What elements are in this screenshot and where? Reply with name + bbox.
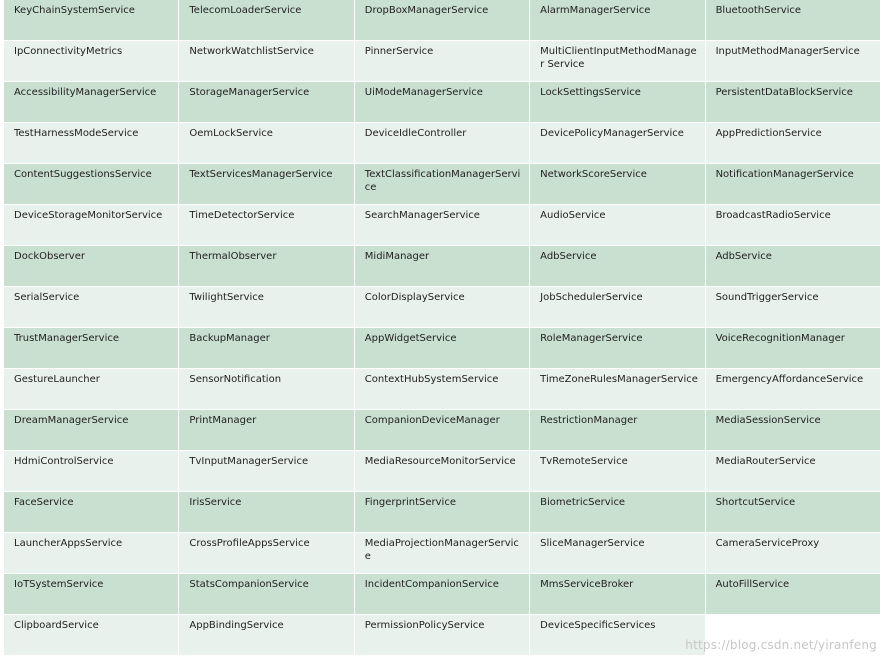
service-cell: AppWidgetService xyxy=(355,328,530,369)
service-cell: VoiceRecognitionManager xyxy=(706,328,881,369)
service-cell: TvRemoteService xyxy=(530,451,705,492)
watermark-text: https://blog.csdn.net/yiranfeng xyxy=(685,638,877,652)
service-cell: LauncherAppsService xyxy=(4,533,179,574)
service-cell: AppPredictionService xyxy=(706,123,881,164)
table-row xyxy=(4,0,881,41)
service-cell: MediaResourceMonitorService xyxy=(355,451,530,492)
service-cell: SliceManagerService xyxy=(530,533,705,574)
service-cell: BiometricService xyxy=(530,492,705,533)
service-cell: TvInputManagerService xyxy=(179,451,354,492)
table-row xyxy=(4,574,881,615)
service-cell: GestureLauncher xyxy=(4,369,179,410)
service-cell: NotificationManagerService xyxy=(706,164,881,205)
service-cell: DeviceStorageMonitorService xyxy=(4,205,179,246)
service-cell: DropBoxManagerService xyxy=(355,0,530,41)
service-cell: TestHarnessModeService xyxy=(4,123,179,164)
service-cell: DreamManagerService xyxy=(4,410,179,451)
service-cell: DevicePolicyManagerService xyxy=(530,123,705,164)
service-cell: NetworkWatchlistService xyxy=(179,41,354,82)
service-cell: AdbService xyxy=(530,246,705,287)
service-cell: NetworkScoreService xyxy=(530,164,705,205)
table-row xyxy=(4,533,881,574)
service-cell: ContextHubSystemService xyxy=(355,369,530,410)
service-cell: StatsCompanionService xyxy=(179,574,354,615)
service-cell: AutoFillService xyxy=(706,574,881,615)
service-cell: UiModeManagerService xyxy=(355,82,530,123)
service-cell: MediaSessionService xyxy=(706,410,881,451)
service-cell: BluetoothService xyxy=(706,0,881,41)
service-cell: ContentSuggestionsService xyxy=(4,164,179,205)
service-cell: IrisService xyxy=(179,492,354,533)
service-cell: ClipboardService xyxy=(4,615,179,656)
table-row xyxy=(4,410,881,451)
service-cell: AlarmManagerService xyxy=(530,0,705,41)
service-cell: RoleManagerService xyxy=(530,328,705,369)
service-cell: OemLockService xyxy=(179,123,354,164)
table-row xyxy=(4,123,881,164)
service-cell: StorageManagerService xyxy=(179,82,354,123)
service-cell: MediaProjectionManagerService xyxy=(355,533,530,574)
service-cell: FingerprintService xyxy=(355,492,530,533)
table-row xyxy=(4,82,881,123)
service-cell: FaceService xyxy=(4,492,179,533)
service-cell: KeyChainSystemService xyxy=(4,0,179,41)
service-cell: MediaRouterService xyxy=(706,451,881,492)
service-cell: CrossProfileAppsService xyxy=(179,533,354,574)
service-cell: MidiManager xyxy=(355,246,530,287)
service-cell: TextClassificationManagerService xyxy=(355,164,530,205)
service-cell: SearchManagerService xyxy=(355,205,530,246)
service-cell: ShortcutService xyxy=(706,492,881,533)
service-cell: SerialService xyxy=(4,287,179,328)
service-cell: HdmiControlService xyxy=(4,451,179,492)
service-cell: JobSchedulerService xyxy=(530,287,705,328)
service-cell: AdbService xyxy=(706,246,881,287)
service-cell: PermissionPolicyService xyxy=(355,615,530,656)
table-row xyxy=(4,369,881,410)
service-cell: TrustManagerService xyxy=(4,328,179,369)
service-cell: CameraServiceProxy xyxy=(706,533,881,574)
table-row xyxy=(4,205,881,246)
service-cell: MmsServiceBroker xyxy=(530,574,705,615)
table-row xyxy=(4,328,881,369)
service-cell: TimeZoneRulesManagerService xyxy=(530,369,705,410)
service-cell: DockObserver xyxy=(4,246,179,287)
service-cell: LockSettingsService xyxy=(530,82,705,123)
service-cell: IoTSystemService xyxy=(4,574,179,615)
service-cell: ColorDisplayService xyxy=(355,287,530,328)
service-cell: InputMethodManagerService xyxy=(706,41,881,82)
service-cell: EmergencyAffordanceService xyxy=(706,369,881,410)
service-cell: ThermalObserver xyxy=(179,246,354,287)
service-cell: BroadcastRadioService xyxy=(706,205,881,246)
table-body xyxy=(4,0,881,656)
table-row xyxy=(4,492,881,533)
service-cell: IpConnectivityMetrics xyxy=(4,41,179,82)
service-cell: BackupManager xyxy=(179,328,354,369)
service-cell: PinnerService xyxy=(355,41,530,82)
service-cell: PersistentDataBlockService xyxy=(706,82,881,123)
service-cell: DeviceSpecificServices xyxy=(530,615,705,656)
service-cell: AccessibilityManagerService xyxy=(4,82,179,123)
service-cell: AppBindingService xyxy=(179,615,354,656)
service-cell: MultiClientInputMethodManager Service xyxy=(530,41,705,82)
service-cell: CompanionDeviceManager xyxy=(355,410,530,451)
service-cell: RestrictionManager xyxy=(530,410,705,451)
service-cell: IncidentCompanionService xyxy=(355,574,530,615)
service-cell: TwilightService xyxy=(179,287,354,328)
service-cell: TelecomLoaderService xyxy=(179,0,354,41)
service-cell: TimeDetectorService xyxy=(179,205,354,246)
table-row xyxy=(4,451,881,492)
service-cell: SoundTriggerService xyxy=(706,287,881,328)
table-row xyxy=(4,164,881,205)
table-row xyxy=(4,246,881,287)
services-table xyxy=(4,0,881,656)
service-cell: DeviceIdleController xyxy=(355,123,530,164)
service-cell: SensorNotification xyxy=(179,369,354,410)
service-cell: PrintManager xyxy=(179,410,354,451)
table-row xyxy=(4,41,881,82)
table-row xyxy=(4,287,881,328)
service-cell: TextServicesManagerService xyxy=(179,164,354,205)
service-cell: AudioService xyxy=(530,205,705,246)
